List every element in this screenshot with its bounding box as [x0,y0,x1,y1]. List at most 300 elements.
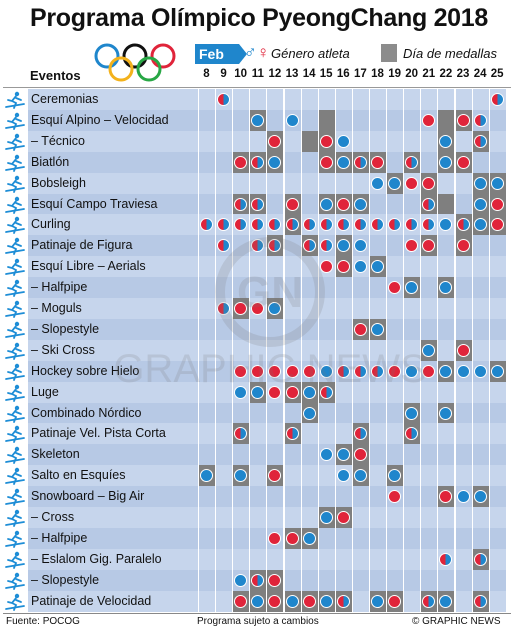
day-cell [301,486,318,507]
day-cell [232,277,249,298]
day-cell [249,486,266,507]
day-cell [301,152,318,173]
day-label: 17 [353,68,367,80]
event-row [3,423,511,444]
female-event-dot [457,114,470,127]
female-event-dot [457,156,470,169]
female-event-dot [405,177,418,190]
male-event-dot [371,323,384,336]
day-cell [352,570,369,591]
day-cell [284,277,301,298]
day-cell [266,507,283,528]
day-cell [437,235,454,256]
curling-icon [3,214,27,235]
event-name: – Cross [28,507,198,528]
day-cell [198,486,215,507]
day-cell [386,298,403,319]
event-name: – Eslalom Gig. Paralelo [28,549,198,570]
day-cell [215,486,232,507]
day-label: 15 [319,68,333,80]
day-cell [284,570,301,591]
day-cell [489,277,506,298]
figure-skater-icon [3,235,27,256]
day-cell [352,486,369,507]
day-cell [369,507,386,528]
day-cell [386,194,403,215]
day-cell [301,507,318,528]
day-cell [420,152,437,173]
female-event-dot [320,260,333,273]
day-cell [455,131,472,152]
mixed-event-dot [422,198,435,211]
medal-legend-label: Día de medallas [403,46,497,61]
male-event-dot [251,595,264,608]
ski-cross-icon [3,340,27,361]
day-cell [335,340,352,361]
day-cell [232,403,249,424]
male-event-dot [474,365,487,378]
day-cell [301,256,318,277]
day-cell [198,507,215,528]
day-cell [403,89,420,110]
day-cell [420,382,437,403]
day-cell [318,403,335,424]
day-cell [335,570,352,591]
mixed-event-dot [474,595,487,608]
day-cell [232,173,249,194]
day-cell [403,340,420,361]
day-cell [266,319,283,340]
event-name: Ceremonias [28,89,198,110]
day-cell [335,528,352,549]
day-cell [318,423,335,444]
male-event-dot [320,448,333,461]
day-cell [489,465,506,486]
day-cell [455,194,472,215]
day-cell [386,528,403,549]
day-cell [284,89,301,110]
event-row [3,319,511,340]
day-cell [420,89,437,110]
event-row [3,507,511,528]
day-cell [455,277,472,298]
day-cell [318,549,335,570]
female-event-dot [320,135,333,148]
male-event-dot [439,595,452,608]
day-cell [352,591,369,612]
day-cell [198,131,215,152]
event-name: Esquí Libre – Aerials [28,256,198,277]
mixed-event-dot [371,365,384,378]
day-cell [301,444,318,465]
event-name: – Ski Cross [28,340,198,361]
day-cell [249,549,266,570]
month-tag: Feb [195,44,239,64]
day-label: 13 [285,68,299,80]
day-cell [232,528,249,549]
day-cell [369,465,386,486]
event-row [3,194,511,215]
day-cell [215,465,232,486]
nordic-combined-icon [3,403,27,424]
day-cell [455,507,472,528]
day-cell [420,486,437,507]
day-cell [472,152,489,173]
mixed-event-dot [251,574,264,587]
mixed-event-dot [474,135,487,148]
day-cell [266,89,283,110]
male-event-dot [337,469,350,482]
day-cell [232,131,249,152]
medal-day-cell [301,131,318,152]
female-event-dot [457,239,470,252]
day-cell [266,277,283,298]
mixed-event-dot [354,156,367,169]
event-name: – Slopestyle [28,319,198,340]
event-row [3,403,511,424]
female-event-dot [422,177,435,190]
day-cell [215,277,232,298]
day-cell [232,340,249,361]
speed-skater-icon [3,591,27,612]
event-row [3,591,511,612]
day-cell [301,570,318,591]
day-cell [284,486,301,507]
male-event-dot [303,386,316,399]
day-cell [249,507,266,528]
day-cell [335,110,352,131]
day-cell [489,131,506,152]
day-cell [335,89,352,110]
day-cell [420,507,437,528]
day-cell [369,131,386,152]
day-cell [215,570,232,591]
day-cell [198,403,215,424]
day-cell [369,444,386,465]
day-cell [369,277,386,298]
day-cell [318,486,335,507]
day-cell [198,152,215,173]
day-cell [215,423,232,444]
day-label: 20 [405,68,419,80]
event-row [3,277,511,298]
male-event-dot [474,490,487,503]
mixed-event-dot [251,198,264,211]
day-cell [249,423,266,444]
day-cell [284,319,301,340]
male-event-dot [320,198,333,211]
day-cell [318,319,335,340]
bobsleigh-icon [3,173,27,194]
event-name: – Halfpipe [28,528,198,549]
day-cell [489,298,506,319]
day-cell [437,444,454,465]
slopestyle-ski-icon [3,319,27,340]
short-track-icon [3,423,27,444]
male-event-dot [405,365,418,378]
day-cell [249,528,266,549]
day-cell [301,277,318,298]
male-event-dot [251,386,264,399]
day-cell [198,591,215,612]
day-cell [198,298,215,319]
day-cell [420,319,437,340]
day-cell [369,403,386,424]
day-cell [386,152,403,173]
day-cell [472,235,489,256]
day-cell [489,549,506,570]
day-cell [420,444,437,465]
day-cell [232,549,249,570]
day-cell [232,89,249,110]
day-cell [455,298,472,319]
day-cell [232,256,249,277]
male-event-dot [286,595,299,608]
event-row [3,528,511,549]
day-cell [352,549,369,570]
gender-legend-label: Género atleta [271,46,350,61]
day-cell [369,235,386,256]
day-cell [489,235,506,256]
day-cell [335,403,352,424]
ice-hockey-icon [3,361,27,382]
male-event-dot [491,365,504,378]
credit-note: © GRAPHIC NEWS [412,616,501,627]
medal-day-cell [318,110,335,131]
day-cell [472,256,489,277]
day-cell [335,382,352,403]
day-cell [403,570,420,591]
day-cell [386,444,403,465]
day-cell [215,256,232,277]
day-cell [198,528,215,549]
event-row [3,444,511,465]
day-cell [455,89,472,110]
day-cell [301,319,318,340]
day-cell [369,528,386,549]
day-label: 10 [234,68,248,80]
day-cell [472,423,489,444]
male-event-dot [354,198,367,211]
day-cell [335,298,352,319]
day-cell [403,549,420,570]
female-event-dot [268,386,281,399]
male-event-dot [303,407,316,420]
day-cell [249,173,266,194]
day-cell [437,298,454,319]
day-cell [232,235,249,256]
day-cell [386,110,403,131]
mixed-event-dot [234,198,247,211]
slalom-skier-icon [3,131,27,152]
day-label: 24 [473,68,487,80]
mixed-event-dot [354,365,367,378]
day-cell [489,423,506,444]
day-cell [198,89,215,110]
event-row [3,214,511,235]
day-cell [249,89,266,110]
day-cell [335,549,352,570]
day-cell [403,591,420,612]
event-row [3,235,511,256]
day-cell [318,340,335,361]
male-event-dot [371,177,384,190]
day-cell [266,110,283,131]
mixed-event-dot [457,218,470,231]
day-label: 19 [388,68,401,80]
day-cell [420,131,437,152]
day-cell [352,528,369,549]
day-cell [249,319,266,340]
day-cell [266,423,283,444]
day-cell [437,507,454,528]
day-cell [335,319,352,340]
day-cell [215,110,232,131]
event-row [3,361,511,382]
events-header: Eventos [30,68,81,83]
female-event-dot [286,365,299,378]
day-cell [301,549,318,570]
day-cell [352,403,369,424]
day-cell [284,549,301,570]
day-cell [369,340,386,361]
day-cell [352,298,369,319]
day-cell [198,382,215,403]
day-cell [489,256,506,277]
day-cell [198,570,215,591]
day-cell [455,403,472,424]
female-event-dot [234,365,247,378]
day-cell [215,528,232,549]
female-event-dot [422,365,435,378]
mixed-event-dot [491,93,504,106]
event-name: Salto en Esquíes [28,465,198,486]
day-cell [437,340,454,361]
event-row [3,298,511,319]
mixed-event-dot [320,239,333,252]
mixed-event-dot [217,93,230,106]
day-cell [472,298,489,319]
day-label: 18 [371,68,384,80]
day-cell [198,194,215,215]
day-cell [198,256,215,277]
day-cell [301,423,318,444]
event-row [3,256,511,277]
day-cell [284,152,301,173]
day-cell [455,423,472,444]
female-event-dot [388,595,401,608]
day-cell [301,110,318,131]
day-cell [437,256,454,277]
female-event-dot [320,156,333,169]
event-row [3,570,511,591]
day-label: 22 [439,68,453,80]
day-cell [215,549,232,570]
day-label: 21 [422,68,436,80]
day-cell [489,570,506,591]
event-row [3,486,511,507]
day-cell [249,131,266,152]
big-air-icon [3,486,27,507]
female-event-dot [371,156,384,169]
male-event-dot [371,595,384,608]
day-cell [386,131,403,152]
day-cell [215,361,232,382]
day-cell [198,173,215,194]
day-cell [335,173,352,194]
day-cell [455,465,472,486]
day-cell [198,319,215,340]
day-cell [232,319,249,340]
day-cell [489,403,506,424]
day-cell [403,319,420,340]
day-cell [232,486,249,507]
day-cell [489,319,506,340]
day-cell [249,403,266,424]
event-row [3,340,511,361]
day-cell [215,340,232,361]
day-cell [420,298,437,319]
day-cell [249,465,266,486]
male-event-dot [405,407,418,420]
female-event-dot [337,511,350,524]
day-cell [455,549,472,570]
day-cell [352,110,369,131]
day-cell [284,256,301,277]
event-name: Esquí Campo Traviesa [28,194,198,215]
female-event-dot [388,365,401,378]
day-cell [266,486,283,507]
event-row [3,152,511,173]
snowboard-cross-icon [3,507,27,528]
mixed-event-dot [422,595,435,608]
day-cell [249,444,266,465]
day-cell [472,340,489,361]
female-event-dot [234,595,247,608]
female-event-dot [354,323,367,336]
day-cell [489,340,506,361]
day-cell [455,591,472,612]
day-cell [403,486,420,507]
day-cell [215,194,232,215]
cross-country-skier-icon [3,194,27,215]
biathlon-icon [3,152,27,173]
event-name: Hockey sobre Hielo [28,361,198,382]
day-cell [198,277,215,298]
day-cell [215,444,232,465]
mixed-event-dot [405,156,418,169]
day-cell [369,382,386,403]
downhill-skier-icon [3,110,27,131]
luge-icon [3,382,27,403]
day-cell [386,570,403,591]
day-cell [284,465,301,486]
day-cell [335,423,352,444]
footer-divider [3,613,511,614]
day-cell [369,423,386,444]
day-cell [266,173,283,194]
day-cell [266,256,283,277]
day-cell [455,570,472,591]
day-cell [403,382,420,403]
day-cell [232,444,249,465]
male-event-dot [354,260,367,273]
event-row [3,549,511,570]
event-name: Skeleton [28,444,198,465]
mixed-event-dot [474,114,487,127]
event-row [3,382,511,403]
day-cell [386,319,403,340]
